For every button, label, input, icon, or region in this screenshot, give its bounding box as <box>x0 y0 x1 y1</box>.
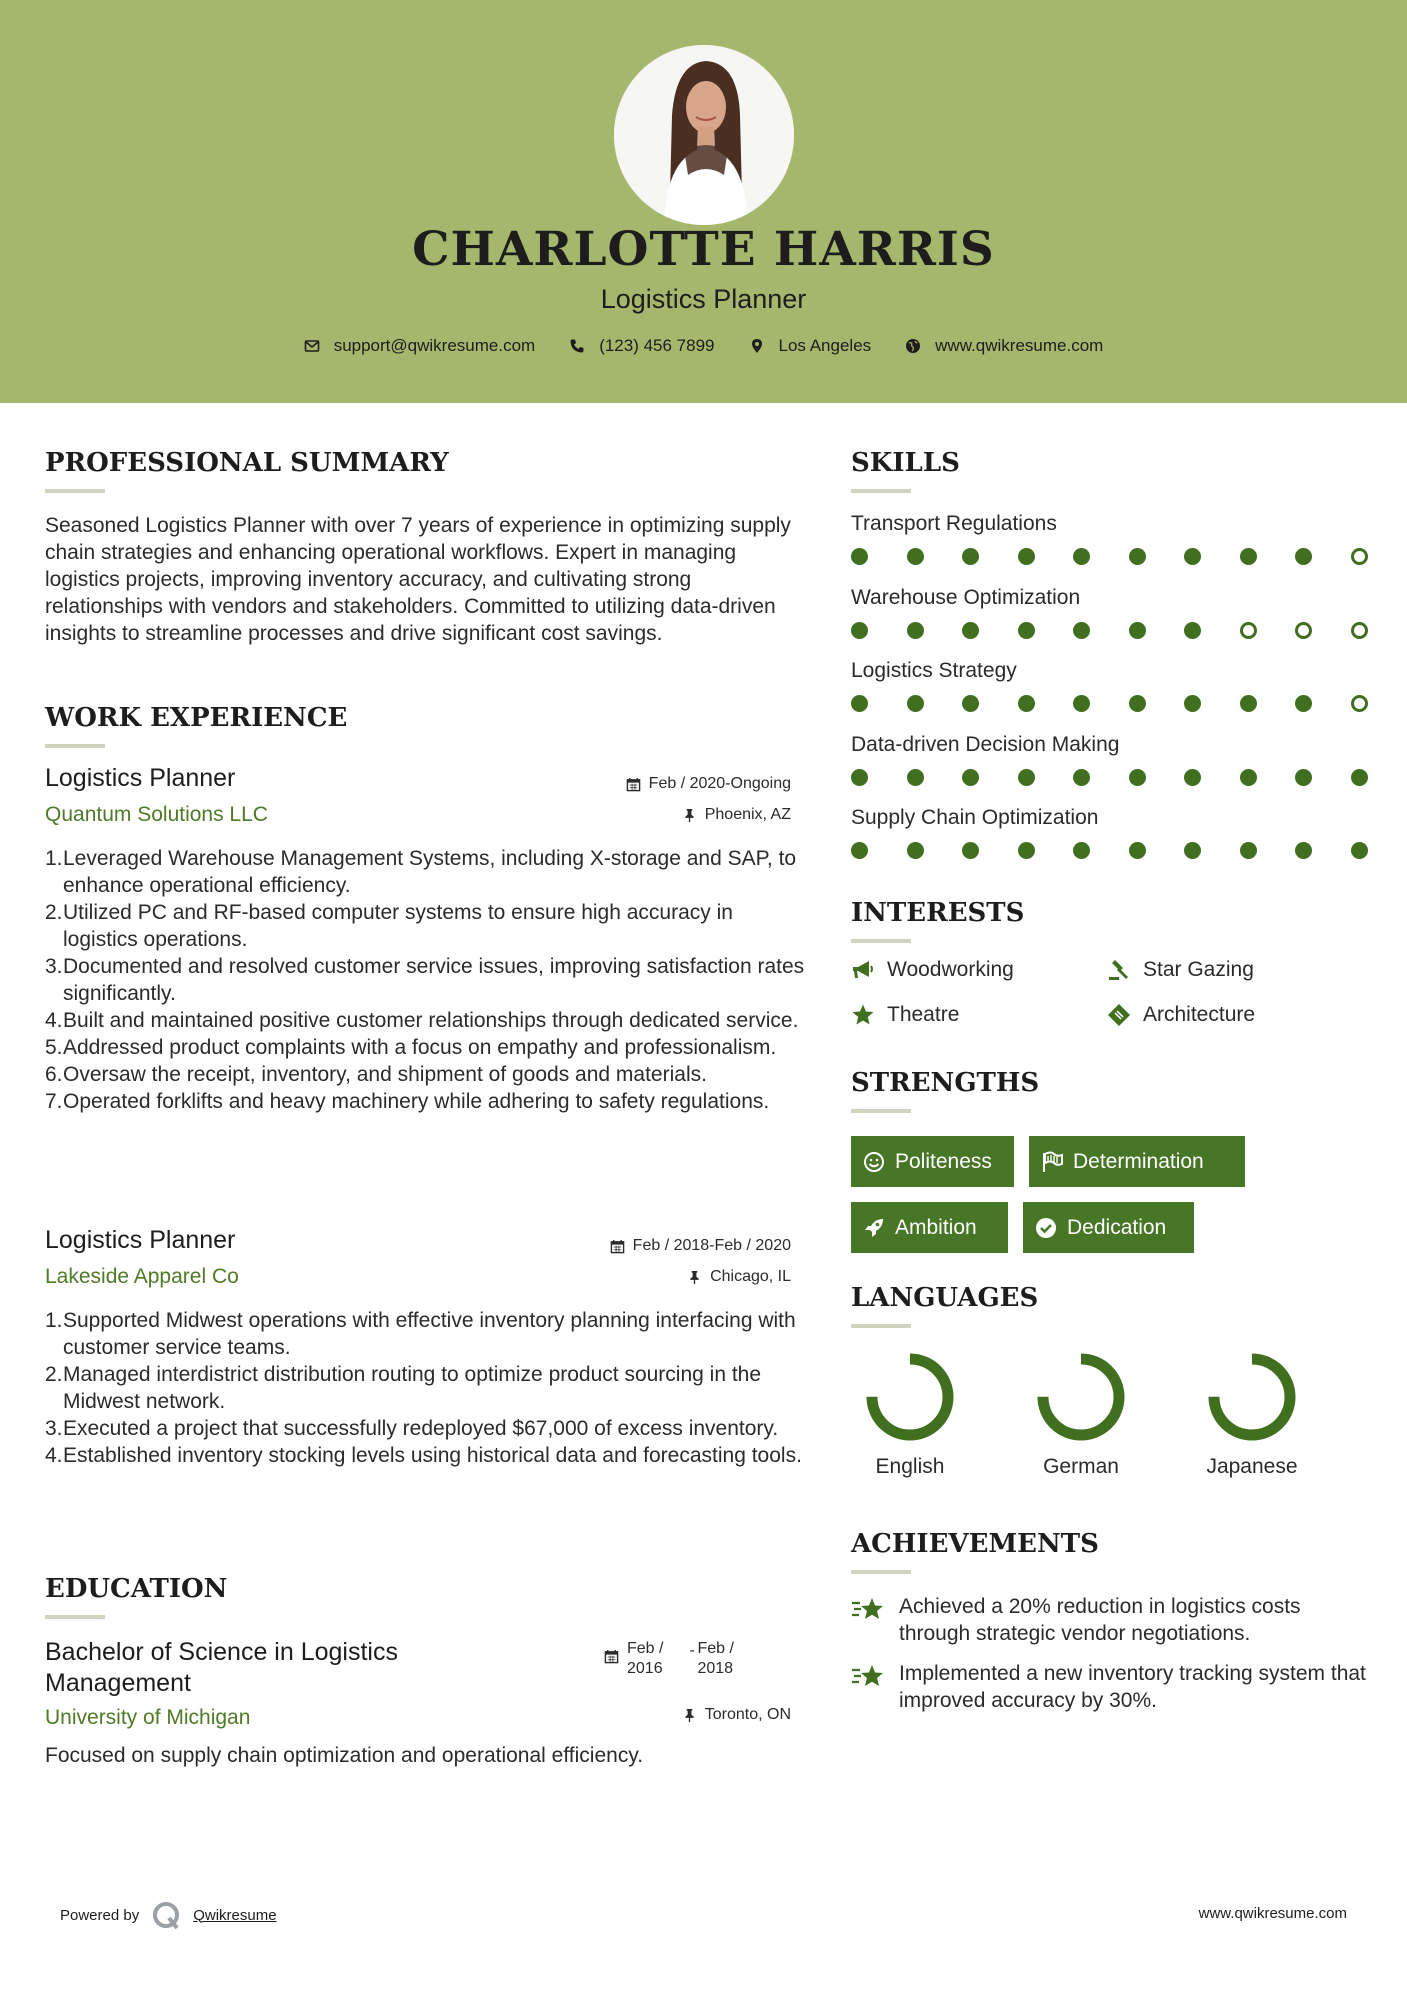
language-level-arc <box>872 1359 948 1435</box>
rating-dot-filled <box>1018 695 1035 712</box>
skill-rating <box>851 695 1406 712</box>
rating-dot-filled <box>907 769 924 786</box>
language-level-ring <box>860 1347 960 1447</box>
profile-photo <box>614 45 794 225</box>
footer-powered: Powered by Qwikresume <box>60 1900 277 1930</box>
summary-divider <box>45 489 105 493</box>
languages-heading: LANGUAGES <box>851 1283 1039 1313</box>
smile-icon <box>863 1151 885 1173</box>
map-pin-icon <box>749 338 765 354</box>
list-item: 5. Addressed product complaints with a focus on empathy and professionalism. <box>45 1036 777 1059</box>
skill-rating <box>851 548 1406 565</box>
gavel-icon <box>1107 958 1131 982</box>
star-icon <box>851 1003 875 1027</box>
degree-title <box>45 1637 398 1699</box>
language-level-ring <box>1202 1347 1302 1447</box>
ticket-icon <box>1107 1003 1131 1027</box>
phone-text: (123) 456 7899 <box>599 336 715 355</box>
rating-dot-filled <box>1073 769 1090 786</box>
envelope-icon <box>304 338 320 354</box>
summary-heading: PROFESSIONAL SUMMARY <box>45 448 449 478</box>
interest-item: Architecture <box>1107 1003 1255 1027</box>
strength-badge: Dedication <box>1023 1202 1194 1253</box>
rating-dot-filled <box>1240 548 1257 565</box>
skill-rating <box>851 769 1406 786</box>
achievements-heading: ACHIEVEMENTS <box>851 1529 1099 1559</box>
phone-icon <box>569 338 585 354</box>
language-item <box>840 1347 980 1479</box>
list-item: 3. Documented and resolved customer service issues, improving satisfaction rates significantly. <box>45 955 805 1005</box>
rating-dot-filled <box>1240 842 1257 859</box>
job-title: Logistics Planner <box>45 764 236 792</box>
job-location <box>540 1268 791 1286</box>
language-level-arc <box>1214 1359 1290 1435</box>
rating-dot-filled <box>962 842 979 859</box>
list-item: 6. Oversaw the receipt, inventory, and shipment of goods and materials. <box>45 1063 707 1086</box>
strengths-heading: STRENGTHS <box>851 1068 1040 1098</box>
header-banner <box>0 0 1407 403</box>
list-item: 1. Supported Midwest operations with effective inventory planning interfacing with customer service teams. <box>45 1309 796 1359</box>
qwikresume-logo-icon <box>151 1900 181 1930</box>
rating-dot-filled <box>1073 842 1090 859</box>
language-item <box>1011 1347 1151 1479</box>
achievement-item: Implemented a new inventory tracking system that improved accuracy by 30%. <box>851 1660 1371 1714</box>
megaphone-icon <box>851 958 875 982</box>
rating-dot-filled <box>851 622 868 639</box>
rating-dot-filled <box>1295 769 1312 786</box>
experience-heading: WORK EXPERIENCE <box>45 703 348 733</box>
rating-dot-filled <box>1018 548 1035 565</box>
shooting-star-icon <box>851 1662 885 1692</box>
rating-dot-filled <box>1184 695 1201 712</box>
rating-dot-filled <box>1184 769 1201 786</box>
summary-text: Seasoned Logistics Planner with over 7 years of experience in optimizing supply chain strategies and enhancing operational workflows. Expert in managing logistics projects, improving inventory accuracy, and cultivating strong relationships with vendors and stakeholders. Committed to utilizing data-driven insights to streamline processes and drive significant cost savings. <box>45 514 791 645</box>
list-item: 2. Utilized PC and RF-based computer systems to ensure high accuracy in logistics operations. <box>45 901 733 951</box>
job-dates <box>540 1237 791 1255</box>
list-item: 7. Operated forklifts and heavy machinery while adhering to safety regulations. <box>45 1090 770 1113</box>
achievements-divider <box>851 1570 911 1574</box>
skill-label: Logistics Strategy <box>851 659 1017 682</box>
calendar-icon <box>604 1649 619 1664</box>
globe-icon <box>905 338 921 354</box>
pushpin-icon <box>682 808 697 823</box>
calendar-icon <box>626 777 641 792</box>
rating-dot-empty <box>1240 622 1257 639</box>
rating-dot-filled <box>1018 842 1035 859</box>
language-level-ring <box>1031 1347 1131 1447</box>
flag-icon <box>1041 1151 1063 1173</box>
rating-dot-filled <box>1184 622 1201 639</box>
education-divider <box>45 1615 105 1619</box>
language-item <box>1182 1347 1322 1479</box>
job-location-text: Chicago, IL <box>710 1268 791 1285</box>
language-label: Japanese <box>1206 1455 1298 1478</box>
contact-bar <box>0 336 1407 356</box>
contact-phone[interactable] <box>569 336 714 356</box>
contact-email[interactable] <box>304 336 536 356</box>
skill-label: Supply Chain Optimization <box>851 806 1099 829</box>
rating-dot-filled <box>1184 548 1201 565</box>
job-title: Logistics Planner <box>45 1226 236 1254</box>
list-item: 1. Leveraged Warehouse Management Systems, including X-storage and SAP, to enhance operational efficiency. <box>45 847 797 897</box>
language-level-arc <box>1043 1359 1119 1435</box>
footer-website[interactable]: www.qwikresume.com <box>1198 1905 1347 1922</box>
job-dates <box>540 775 791 793</box>
rating-dot-filled <box>1129 842 1146 859</box>
check-circle-icon <box>1035 1217 1057 1239</box>
list-item: 4. Established inventory stocking levels using historical data and forecasting tools. <box>45 1444 802 1467</box>
interest-item: Theatre <box>851 1003 959 1027</box>
skill-rating <box>851 842 1406 859</box>
interest-item: Star Gazing <box>1107 958 1254 982</box>
education-start: Feb / 2016 <box>627 1640 664 1677</box>
education-description: Focused on supply chain optimization and operational efficiency. <box>45 1744 644 1767</box>
degree-line: Management <box>45 1669 191 1697</box>
calendar-icon <box>610 1239 625 1254</box>
rating-dot-empty <box>1351 548 1368 565</box>
job-bullets <box>45 845 805 1115</box>
rating-dot-filled <box>907 548 924 565</box>
job-location-text: Phoenix, AZ <box>704 806 791 823</box>
rating-dot-filled <box>1073 622 1090 639</box>
job-location <box>540 806 791 824</box>
rating-dot-filled <box>962 769 979 786</box>
footer-brand-link[interactable]: Qwikresume <box>193 1906 277 1924</box>
rating-dot-filled <box>962 695 979 712</box>
avatar <box>614 45 794 225</box>
achievement-item: Achieved a 20% reduction in logistics costs through strategic vendor negotiations. <box>851 1593 1371 1647</box>
interest-item: Woodworking <box>851 958 1014 982</box>
language-label: German <box>1043 1455 1119 1478</box>
job-dates-text: Feb / 2020-Ongoing <box>648 775 791 792</box>
strengths-divider <box>851 1109 911 1113</box>
rating-dot-filled <box>962 622 979 639</box>
experience-divider <box>45 744 105 748</box>
languages-divider <box>851 1324 911 1328</box>
skills-heading: SKILLS <box>851 448 960 478</box>
language-label: English <box>875 1455 945 1478</box>
pushpin-icon <box>687 1270 702 1285</box>
rating-dot-filled <box>851 695 868 712</box>
rating-dot-filled <box>907 842 924 859</box>
rating-dot-filled <box>1018 769 1035 786</box>
rating-dot-filled <box>1184 842 1201 859</box>
rating-dot-filled <box>1240 695 1257 712</box>
education-dates <box>604 1639 734 1679</box>
rating-dot-filled <box>1129 622 1146 639</box>
rating-dot-filled <box>1073 548 1090 565</box>
education-heading: EDUCATION <box>45 1574 228 1604</box>
candidate-role: Logistics Planner <box>600 284 807 314</box>
shooting-star-icon <box>851 1595 885 1625</box>
strength-badge: Politeness <box>851 1136 1014 1187</box>
rating-dot-empty <box>1351 622 1368 639</box>
rocket-icon <box>863 1217 885 1239</box>
rating-dot-filled <box>1295 548 1312 565</box>
rating-dot-filled <box>962 548 979 565</box>
list-item: 2. Managed interdistrict distribution routing to optimize product sourcing in the Midwest network. <box>45 1363 762 1413</box>
company-name: Lakeside Apparel Co <box>45 1265 239 1288</box>
candidate-name: CHARLOTTE HARRIS <box>412 222 995 277</box>
interests-heading: INTERESTS <box>851 898 1025 928</box>
rating-dot-empty <box>1351 695 1368 712</box>
rating-dot-filled <box>851 769 868 786</box>
skills-divider <box>851 489 911 493</box>
website-text: www.qwikresume.com <box>935 336 1104 355</box>
rating-dot-empty <box>1295 622 1312 639</box>
skill-label: Transport Regulations <box>851 512 1057 535</box>
pushpin-icon <box>682 1708 697 1723</box>
education-end: - Feb / 2018 <box>689 1640 734 1677</box>
email-text: support@qwikresume.com <box>333 336 536 355</box>
list-item: 3. Executed a project that successfully redeployed $67,000 of excess inventory. <box>45 1417 779 1440</box>
skill-label: Warehouse Optimization <box>851 585 1081 609</box>
school-name: University of Michigan <box>45 1706 251 1729</box>
rating-dot-filled <box>1129 695 1146 712</box>
rating-dot-filled <box>851 548 868 565</box>
rating-dot-filled <box>1073 695 1090 712</box>
interests-divider <box>851 939 911 943</box>
location-text: Los Angeles <box>778 336 872 355</box>
strength-badge: Ambition <box>851 1202 1008 1253</box>
job-dates-text: Feb / 2018-Feb / 2020 <box>632 1237 791 1254</box>
rating-dot-filled <box>1295 695 1312 712</box>
rating-dot-filled <box>1351 769 1368 786</box>
education-location: Toronto, ON <box>540 1706 791 1724</box>
rating-dot-filled <box>1129 548 1146 565</box>
skill-rating <box>851 622 1406 639</box>
contact-website[interactable] <box>905 336 1103 356</box>
degree-line: Bachelor of Science in Logistics <box>45 1638 398 1666</box>
list-item: 4. Built and maintained positive customer relationships through dedicated service. <box>45 1009 799 1032</box>
rating-dot-filled <box>1240 769 1257 786</box>
rating-dot-filled <box>1351 842 1368 859</box>
skill-label: Data-driven Decision Making <box>851 732 1120 756</box>
job-bullets <box>45 1307 805 1469</box>
contact-location <box>749 336 872 356</box>
rating-dot-filled <box>907 695 924 712</box>
rating-dot-filled <box>1295 842 1312 859</box>
rating-dot-filled <box>1018 622 1035 639</box>
rating-dot-filled <box>907 622 924 639</box>
rating-dot-filled <box>851 842 868 859</box>
rating-dot-filled <box>1129 769 1146 786</box>
company-name: Quantum Solutions LLC <box>45 803 268 826</box>
strength-badge: Determination <box>1029 1136 1245 1187</box>
